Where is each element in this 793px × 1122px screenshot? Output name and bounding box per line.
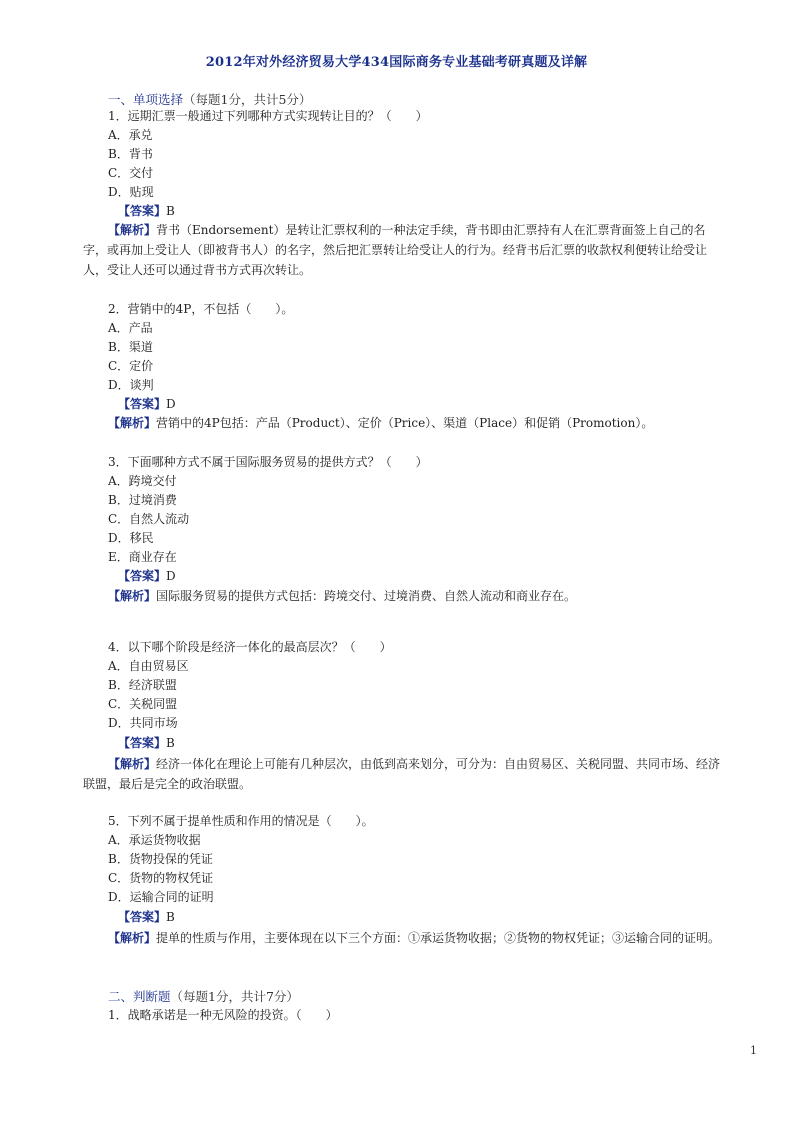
option-b: B．渠道	[108, 340, 153, 354]
option-c: C．定价	[108, 359, 154, 373]
option-b: B．过境消费	[108, 493, 177, 507]
answer-value: D	[166, 569, 176, 583]
section-heading-true-false	[108, 987, 299, 1005]
analysis-text: 背书（Endorsement）是转让汇票权利的一种法定手续，背书即由汇票持有人在汇票背面签上自己的名字，或再加上受让人（即被背书人）的名字，然后把汇票转让给受让人的行为。经背书后汇票的收款权利便转让给受让人，受让人还可以通过背书方式再次转让。	[83, 223, 708, 277]
section-points: （每题1分，共计5分）	[183, 92, 312, 107]
analysis-text: 国际服务贸易的提供方式包括：跨境交付、过境消费、自然人流动和商业存在。	[156, 589, 577, 603]
answer-line	[118, 202, 175, 221]
answer-tag: 【答案】	[118, 736, 167, 750]
analysis-text: 营销中的4P包括：产品（Product）、定价（Price）、渠道（Place）和促销（Promotion）。	[156, 416, 654, 430]
option-d: D．共同市场	[108, 716, 178, 730]
option-b: B．背书	[108, 147, 153, 161]
option-e: E．商业存在	[108, 550, 177, 564]
section-heading-label: 一、单项选择	[108, 92, 184, 107]
analysis-paragraph	[83, 220, 723, 280]
analysis-tag: 【解析】	[108, 589, 157, 603]
option-d: D．移民	[108, 531, 154, 545]
option-d: D．贴现	[108, 185, 154, 199]
question-stem: 5．下列不属于提单性质和作用的情况是（ ）。	[108, 814, 374, 828]
analysis-paragraph	[83, 928, 723, 948]
option-c: C．关税同盟	[108, 697, 178, 711]
answer-line	[118, 908, 175, 927]
analysis-paragraph	[83, 754, 723, 794]
answer-line	[118, 567, 176, 586]
option-a: A．自由贸易区	[108, 659, 189, 673]
option-a: A．跨境交付	[108, 474, 177, 488]
analysis-text: 提单的性质与作用，主要体现在以下三个方面：①承运货物收据；②货物的物权凭证；③运输合同的证明。	[156, 931, 721, 945]
question-stem: 1．战略承诺是一种无风险的投资。（ ）	[108, 1008, 338, 1022]
option-a: A．承运货物收据	[108, 833, 201, 847]
option-c: C．交付	[108, 166, 154, 180]
answer-tag: 【答案】	[118, 569, 167, 583]
analysis-paragraph	[83, 586, 723, 606]
question-stem: 3．下面哪种方式不属于国际服务贸易的提供方式？（ ）	[108, 455, 428, 469]
question-stem: 4．以下哪个阶段是经济一体化的最高层次？（ ）	[108, 640, 392, 654]
answer-value: B	[166, 204, 175, 218]
answer-tag: 【答案】	[118, 397, 167, 411]
analysis-tag: 【解析】	[108, 757, 157, 771]
page-title: 2012年对外经济贸易大学434国际商务专业基础考研真题及详解	[205, 55, 588, 70]
analysis-tag: 【解析】	[108, 223, 157, 237]
option-c: C．自然人流动	[108, 512, 190, 526]
answer-value: D	[166, 397, 176, 411]
answer-line	[118, 734, 175, 753]
option-b: B．货物投保的凭证	[108, 852, 213, 866]
question-stem: 1．远期汇票一般通过下列哪种方式实现转让目的？（ ）	[108, 109, 428, 123]
question-stem: 2．营销中的4P，不包括（ ）。	[108, 302, 294, 316]
option-d: D．运输合同的证明	[108, 890, 214, 904]
answer-value: B	[166, 736, 175, 750]
page-number: 1	[750, 1044, 757, 1057]
section-heading-label: 二、判断题	[108, 989, 171, 1004]
answer-tag: 【答案】	[118, 204, 167, 218]
option-c: C．货物的物权凭证	[108, 871, 214, 885]
analysis-tag: 【解析】	[108, 931, 157, 945]
answer-tag: 【答案】	[118, 910, 167, 924]
answer-value: B	[166, 910, 175, 924]
option-b: B．经济联盟	[108, 678, 177, 692]
analysis-paragraph	[83, 413, 723, 433]
option-d: D．谈判	[108, 378, 154, 392]
section-points: （每题1分，共计7分）	[170, 989, 299, 1004]
option-a: A．产品	[108, 321, 153, 335]
analysis-tag: 【解析】	[108, 416, 157, 430]
section-heading-single-choice	[108, 90, 311, 108]
option-a: A．承兑	[108, 128, 153, 142]
answer-line	[118, 395, 176, 414]
analysis-text: 经济一体化在理论上可能有几种层次，由低到高来划分，可分为：自由贸易区、关税同盟、共同市场、经济联盟，最后是完全的政治联盟。	[83, 757, 721, 791]
